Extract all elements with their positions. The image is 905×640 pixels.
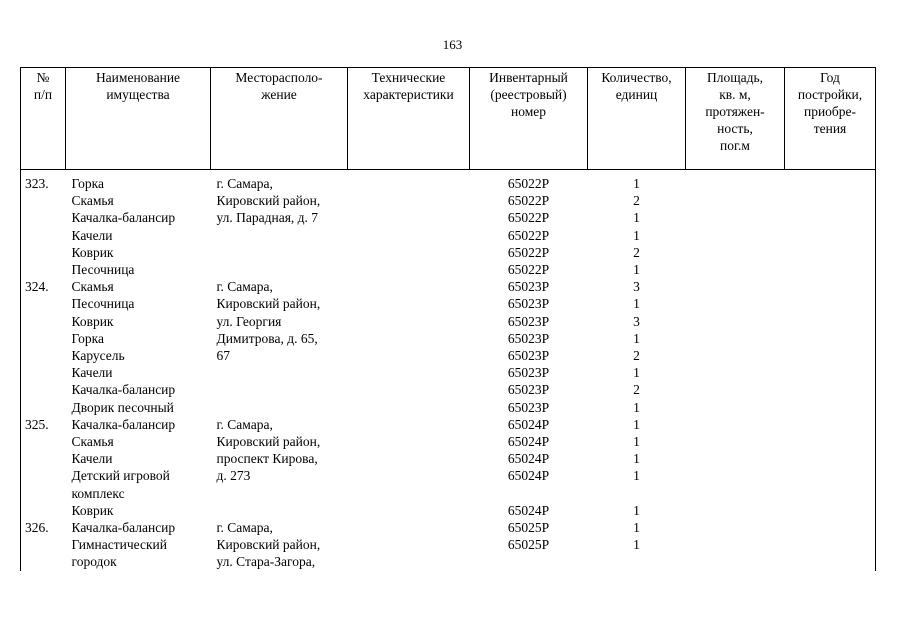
- cell-tech: [348, 467, 470, 484]
- cell-num: [21, 313, 66, 330]
- inventory-number: 65024Р: [507, 451, 550, 467]
- cell-year: [785, 416, 876, 433]
- item-name: Песочница: [71, 262, 135, 278]
- quantity: 2: [633, 193, 640, 209]
- cell-num: [21, 381, 66, 398]
- cell-year: [785, 295, 876, 312]
- cell-loc: [211, 244, 348, 261]
- cell-tech: [348, 278, 470, 295]
- cell-loc: [211, 227, 348, 244]
- item-name: Песочница: [71, 296, 135, 312]
- header-quantity-l1: единиц: [615, 87, 658, 102]
- table-row: [21, 170, 876, 193]
- cell-area: [686, 209, 785, 226]
- cell-year: [785, 170, 876, 193]
- table-body: [21, 170, 876, 571]
- cell-tech: [348, 433, 470, 450]
- inventory-number: 65023Р: [507, 279, 550, 295]
- quantity: 2: [633, 244, 640, 260]
- cell-tech: [348, 227, 470, 244]
- cell-tech: [348, 416, 470, 433]
- cell-area: [686, 381, 785, 398]
- location-line: г. Самара,: [216, 520, 273, 536]
- cell-year: [785, 553, 876, 570]
- item-name: Горка: [71, 330, 104, 346]
- cell-inv: [470, 553, 588, 570]
- cell-year: [785, 433, 876, 450]
- cell-tech: [348, 399, 470, 416]
- page-number: 163: [442, 37, 463, 52]
- table-row: [21, 467, 876, 484]
- cell-num: [21, 347, 66, 364]
- cell-year: [785, 278, 876, 295]
- location-line: Кировский район,: [216, 434, 321, 450]
- cell-year: [785, 244, 876, 261]
- cell-loc: [211, 502, 348, 519]
- cell-loc: [211, 364, 348, 381]
- quantity: 2: [633, 382, 640, 398]
- table-row: [21, 485, 876, 502]
- cell-year: [785, 261, 876, 278]
- cell-year: [785, 364, 876, 381]
- cell-year: [785, 519, 876, 536]
- table-row: [21, 295, 876, 312]
- cell-num: [21, 209, 66, 226]
- inventory-number: 65023Р: [507, 348, 550, 364]
- cell-area: [686, 485, 785, 502]
- cell-area: [686, 330, 785, 347]
- cell-tech: [348, 347, 470, 364]
- cell-year: [785, 485, 876, 502]
- table-row: [21, 330, 876, 347]
- location-line: ул. Георгия: [216, 313, 282, 329]
- item-name: Скамья: [71, 279, 114, 295]
- inventory-number: 65024Р: [507, 416, 550, 432]
- table-row: [21, 381, 876, 398]
- cell-inv: [470, 485, 588, 502]
- header-year-l2: приобре-: [803, 104, 857, 119]
- cell-num: [21, 485, 66, 502]
- cell-area: [686, 313, 785, 330]
- header-year-l3: тения: [813, 121, 847, 136]
- cell-area: [686, 467, 785, 484]
- item-name: Скамья: [71, 193, 114, 209]
- cell-year: [785, 381, 876, 398]
- cell-num: [21, 433, 66, 450]
- inventory-number: 65022Р: [507, 193, 550, 209]
- inventory-number: 65025Р: [507, 520, 550, 536]
- cell-year: [785, 467, 876, 484]
- inventory-number: 65022Р: [507, 227, 550, 243]
- item-name: Качалка-балансир: [71, 416, 176, 432]
- cell-num: [21, 244, 66, 261]
- item-name: Коврик: [71, 313, 114, 329]
- item-name: Качалка-балансир: [71, 382, 176, 398]
- cell-year: [785, 450, 876, 467]
- item-name: Дворик песочный: [71, 399, 174, 415]
- quantity: 1: [633, 296, 640, 312]
- cell-tech: [348, 381, 470, 398]
- cell-tech: [348, 295, 470, 312]
- table-row: [21, 261, 876, 278]
- cell-num: [21, 502, 66, 519]
- header-area-l0: Площадь,: [706, 70, 764, 85]
- header-num-l0: №: [36, 70, 50, 85]
- cell-num: [21, 536, 66, 553]
- table-row: [21, 536, 876, 553]
- quantity: 1: [633, 537, 640, 553]
- property-table: [20, 67, 876, 571]
- location-line: 67: [216, 348, 230, 364]
- item-name: Качели: [71, 227, 113, 243]
- location-line: ул. Парадная, д. 7: [216, 210, 319, 226]
- inventory-number: 65023Р: [507, 330, 550, 346]
- cell-tech: [348, 485, 470, 502]
- row-number: 323.: [21, 170, 66, 193]
- header-inventory-l1: (реестровый): [490, 87, 567, 102]
- cell-qty: [588, 553, 686, 570]
- table-row: [21, 278, 876, 295]
- item-name: Качалка-балансир: [71, 210, 176, 226]
- cell-loc: [211, 399, 348, 416]
- header-name-l1: имущества: [106, 87, 170, 102]
- cell-year: [785, 209, 876, 226]
- cell-area: [686, 347, 785, 364]
- location-line: ул. Стара-Загора,: [216, 554, 316, 570]
- header-inventory-l2: номер: [510, 104, 546, 119]
- inventory-number: 65024Р: [507, 468, 550, 484]
- cell-num: [21, 364, 66, 381]
- cell-area: [686, 278, 785, 295]
- table-row: [21, 416, 876, 433]
- cell-tech: [348, 364, 470, 381]
- cell-year: [785, 502, 876, 519]
- quantity: 1: [633, 399, 640, 415]
- item-name: городок: [71, 554, 117, 570]
- cell-loc: [211, 485, 348, 502]
- cell-area: [686, 416, 785, 433]
- table-row: [21, 347, 876, 364]
- table-row: [21, 433, 876, 450]
- header-inventory: [470, 68, 588, 170]
- inventory-number: 65023Р: [507, 296, 550, 312]
- cell-year: [785, 227, 876, 244]
- table-row: [21, 519, 876, 536]
- quantity: 3: [633, 313, 640, 329]
- inventory-number: 65022Р: [507, 262, 550, 278]
- table-row: [21, 364, 876, 381]
- inventory-number: 65024Р: [507, 502, 550, 518]
- location-line: Димитрова, д. 65,: [216, 330, 318, 346]
- header-inventory-l0: Инвентарный: [489, 70, 568, 85]
- item-name: Карусель: [71, 348, 125, 364]
- item-name: Коврик: [71, 244, 114, 260]
- header-name: [66, 68, 211, 170]
- cell-num: [21, 330, 66, 347]
- item-name: Скамья: [71, 434, 114, 450]
- cell-area: [686, 536, 785, 553]
- location-line: Кировский район,: [216, 537, 321, 553]
- header-year-l0: Год: [820, 70, 840, 85]
- cell-num: [21, 399, 66, 416]
- item-name: Качели: [71, 451, 113, 467]
- cell-area: [686, 244, 785, 261]
- table-row: [21, 244, 876, 261]
- cell-num: [21, 261, 66, 278]
- table-row: [21, 227, 876, 244]
- cell-tech: [348, 261, 470, 278]
- quantity: 3: [633, 279, 640, 295]
- header-tech-l0: Технические: [371, 70, 446, 85]
- cell-tech: [348, 450, 470, 467]
- cell-year: [785, 330, 876, 347]
- header-name-l0: Наименование: [95, 70, 181, 85]
- cell-year: [785, 313, 876, 330]
- header-location: [211, 68, 348, 170]
- header-quantity-l0: Количество,: [601, 70, 672, 85]
- header-area-l2: протяжен-: [705, 104, 765, 119]
- row-number: 326.: [21, 519, 66, 536]
- quantity: 2: [633, 348, 640, 364]
- header-location-l1: жение: [261, 87, 297, 102]
- cell-area: [686, 227, 785, 244]
- cell-tech: [348, 170, 470, 193]
- cell-loc: [211, 381, 348, 398]
- cell-tech: [348, 553, 470, 570]
- location-line: г. Самара,: [216, 279, 273, 295]
- table-header-row: [21, 68, 876, 170]
- inventory-number: 65024Р: [507, 434, 550, 450]
- cell-num: [21, 192, 66, 209]
- cell-num: [21, 295, 66, 312]
- inventory-number: 65025Р: [507, 537, 550, 553]
- quantity: 1: [633, 416, 640, 432]
- table-row: [21, 399, 876, 416]
- inventory-number: 65023Р: [507, 313, 550, 329]
- location-line: Кировский район,: [216, 193, 321, 209]
- cell-tech: [348, 536, 470, 553]
- cell-year: [785, 536, 876, 553]
- cell-tech: [348, 244, 470, 261]
- location-line: г. Самара,: [216, 176, 273, 191]
- cell-num: [21, 467, 66, 484]
- cell-area: [686, 261, 785, 278]
- item-name: комплекс: [71, 485, 125, 501]
- quantity: 1: [633, 520, 640, 536]
- cell-tech: [348, 192, 470, 209]
- header-tech: [348, 68, 470, 170]
- quantity: 1: [633, 468, 640, 484]
- quantity: 1: [633, 262, 640, 278]
- cell-tech: [348, 209, 470, 226]
- location-line: проспект Кирова,: [216, 451, 318, 467]
- quantity: 1: [633, 227, 640, 243]
- inventory-number: 65023Р: [507, 382, 550, 398]
- item-name: Качели: [71, 365, 113, 381]
- cell-area: [686, 192, 785, 209]
- cell-area: [686, 433, 785, 450]
- header-quantity: [588, 68, 686, 170]
- quantity: 1: [633, 365, 640, 381]
- cell-area: [686, 399, 785, 416]
- inventory-number: 65022Р: [507, 244, 550, 260]
- cell-tech: [348, 502, 470, 519]
- inventory-number: 65022Р: [507, 210, 550, 226]
- table-row: [21, 313, 876, 330]
- header-area: [686, 68, 785, 170]
- cell-year: [785, 399, 876, 416]
- item-name: Коврик: [71, 502, 114, 518]
- cell-tech: [348, 313, 470, 330]
- table-row: [21, 502, 876, 519]
- table-row: [21, 450, 876, 467]
- cell-num: [21, 553, 66, 570]
- cell-area: [686, 502, 785, 519]
- table-row: [21, 553, 876, 570]
- item-name: Гимнастический: [71, 537, 168, 553]
- row-number: 324.: [21, 278, 66, 295]
- quantity: 1: [633, 502, 640, 518]
- cell-year: [785, 347, 876, 364]
- cell-num: [21, 227, 66, 244]
- header-location-l0: Месторасполо-: [235, 70, 323, 85]
- item-name: Качалка-балансир: [71, 520, 176, 536]
- cell-area: [686, 553, 785, 570]
- quantity: 1: [633, 176, 640, 191]
- cell-area: [686, 170, 785, 193]
- table-row: [21, 209, 876, 226]
- quantity: 1: [633, 434, 640, 450]
- location-line: Кировский район,: [216, 296, 321, 312]
- table-row: [21, 192, 876, 209]
- header-year: [785, 68, 876, 170]
- quantity: 1: [633, 330, 640, 346]
- inventory-number: 65022Р: [507, 176, 550, 191]
- cell-area: [686, 364, 785, 381]
- cell-tech: [348, 519, 470, 536]
- header-area-l4: пог.м: [720, 138, 750, 153]
- cell-qty: [588, 485, 686, 502]
- cell-tech: [348, 330, 470, 347]
- cell-area: [686, 295, 785, 312]
- inventory-number: 65023Р: [507, 365, 550, 381]
- row-number: 325.: [21, 416, 66, 433]
- header-year-l1: постройки,: [797, 87, 863, 102]
- header-area-l3: ность,: [717, 121, 753, 136]
- location-line: г. Самара,: [216, 416, 273, 432]
- item-name: Горка: [71, 176, 104, 191]
- header-tech-l1: характеристики: [363, 87, 454, 102]
- header-num-l1: п/п: [33, 87, 53, 102]
- cell-year: [785, 192, 876, 209]
- cell-loc: [211, 261, 348, 278]
- header-area-l1: кв. м,: [719, 87, 751, 102]
- inventory-number: 65023Р: [507, 399, 550, 415]
- location-line: д. 273: [216, 468, 251, 484]
- quantity: 1: [633, 451, 640, 467]
- item-name: Детский игровой: [71, 468, 170, 484]
- cell-area: [686, 450, 785, 467]
- quantity: 1: [633, 210, 640, 226]
- header-num: [21, 68, 66, 170]
- cell-area: [686, 519, 785, 536]
- cell-num: [21, 450, 66, 467]
